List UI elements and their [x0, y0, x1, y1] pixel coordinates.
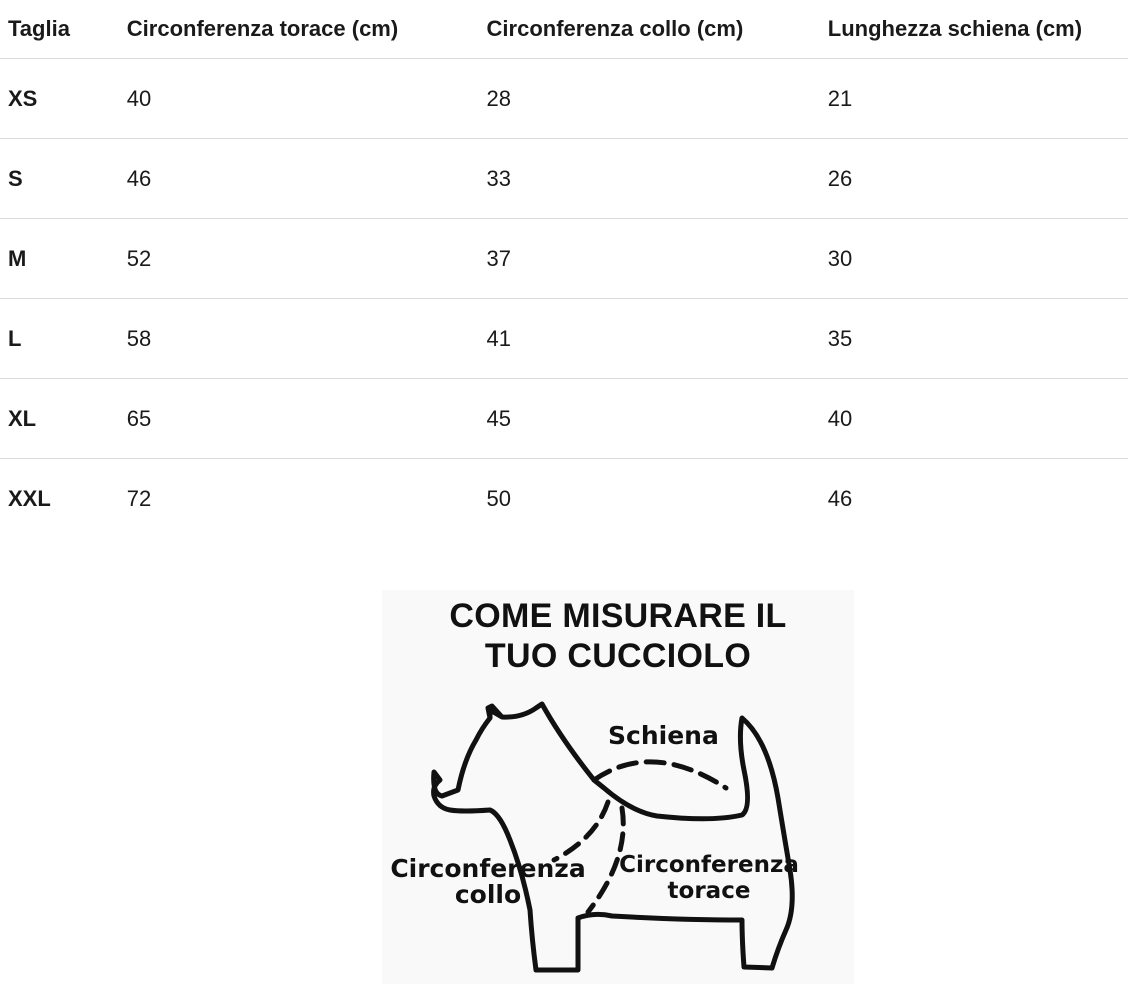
back-cell: 26 — [820, 139, 1128, 219]
chest-cell: 40 — [119, 59, 479, 139]
table-row — [0, 459, 1128, 539]
neck-cell: 45 — [479, 379, 820, 459]
neck-cell: 28 — [479, 59, 820, 139]
header-chest: Circonferenza torace (cm) — [119, 0, 479, 59]
dog-ear-outline — [488, 706, 502, 718]
back-cell: 46 — [827, 485, 853, 511]
table-row — [0, 299, 1128, 379]
header-size: Taglia — [0, 0, 119, 59]
back-cell: 21 — [820, 59, 1128, 139]
back-cell: 40 — [820, 379, 1128, 459]
table-row — [0, 379, 1128, 459]
table-header-row — [0, 0, 1128, 59]
guide-title-line2: TUO CUCCIOLO — [484, 637, 752, 675]
dog-outline-icon — [382, 590, 854, 984]
neck-cell: 33 — [479, 139, 820, 219]
chest-cell: 52 — [119, 219, 479, 299]
neck-label-line2: collo — [454, 880, 522, 909]
chest-cell: 65 — [119, 379, 479, 459]
size-cell: XL — [0, 379, 119, 459]
neck-label — [388, 856, 588, 908]
neck-cell: 37 — [479, 219, 820, 299]
size-cell: M — [0, 219, 119, 299]
chest-cell: 46 — [119, 139, 479, 219]
neck-cell: 41 — [479, 299, 820, 379]
back-cell: 30 — [820, 219, 1128, 299]
table-row — [0, 59, 1128, 139]
chest-label-line1: Circonferenza — [619, 852, 799, 878]
chest-cell: 72 — [126, 485, 152, 511]
chest-label — [618, 852, 800, 904]
back-measure-line — [594, 762, 726, 788]
neck-label-line1: Circonferenza — [390, 854, 586, 883]
size-cell: XXL — [8, 485, 51, 511]
neck-cell: 50 — [486, 485, 512, 511]
measurement-guide-image — [382, 590, 854, 984]
guide-title-line1: COME MISURARE IL — [449, 597, 787, 635]
header-back: Lunghezza schiena (cm) — [820, 0, 1128, 59]
table-row — [0, 219, 1128, 299]
header-neck: Circonferenza collo (cm) — [479, 0, 820, 59]
table-row — [0, 139, 1128, 219]
back-label: Schiena — [608, 721, 719, 750]
chest-cell: 58 — [119, 299, 479, 379]
size-cell: S — [0, 139, 119, 219]
back-cell: 35 — [820, 299, 1128, 379]
size-cell: XS — [0, 59, 119, 139]
size-cell: L — [0, 299, 119, 379]
chest-label-line2: torace — [667, 878, 751, 904]
neck-measure-line — [554, 802, 608, 860]
